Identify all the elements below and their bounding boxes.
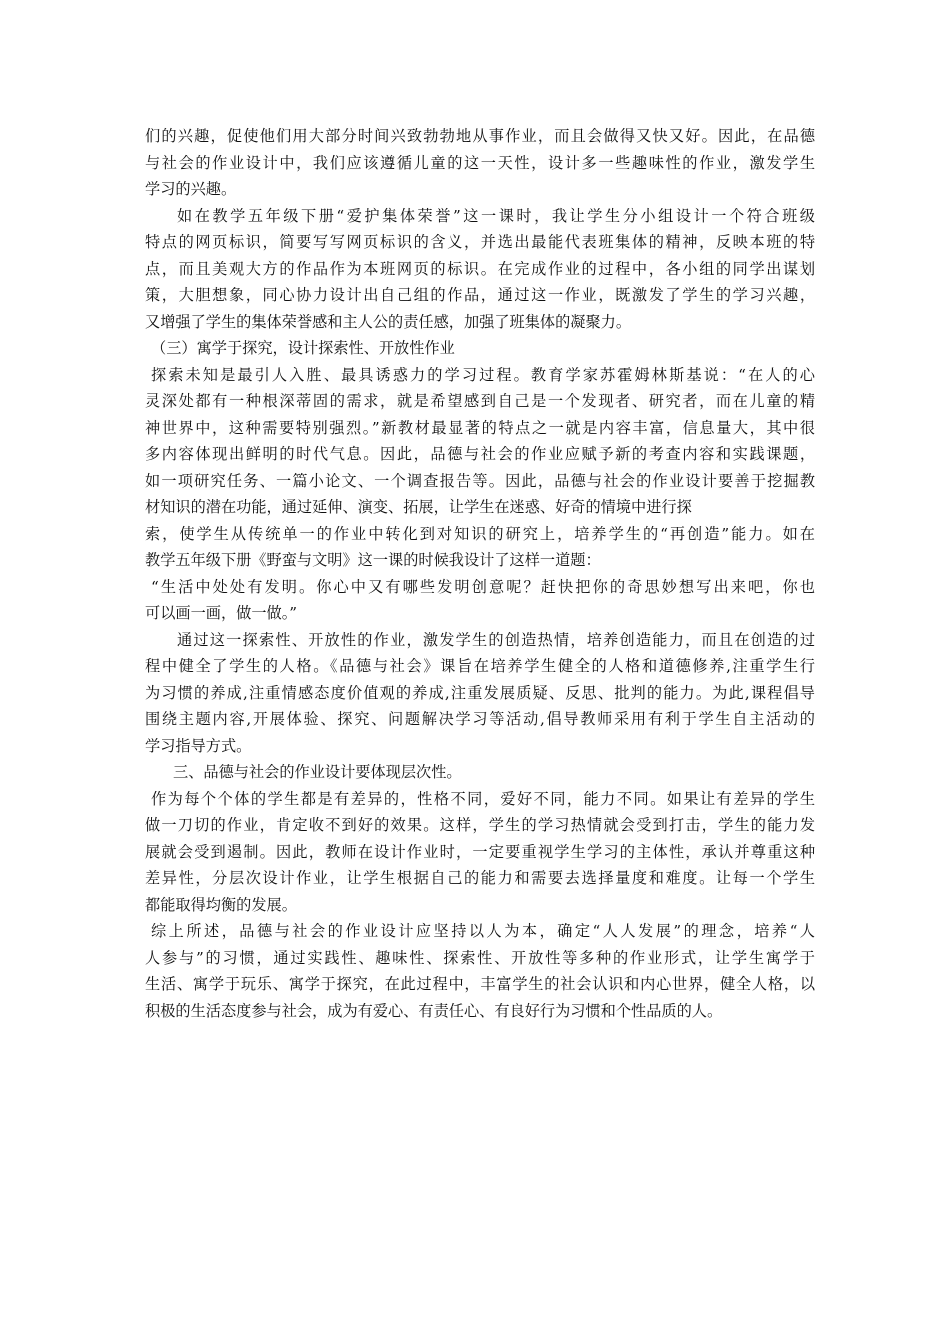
text-line: 展就会受到遏制。因此，教师在设计作业时，一定要重视学生学习的主体性，承认并尊重这种 [145,842,815,861]
text-line: 灵深处都有一种根深蒂固的需求，就是希望感到自己是一个发现者、研究者，而在儿童的精 [145,392,815,410]
text-line: 人参与”的习惯，通过实践性、趣味性、探索性、开放性等多种的作业形式，让学生寓学于 [145,948,815,967]
text-line: 点，而且美观大方的作品作为本班网页的标识。在完成作业的过程中，各小组的同学出谋划 [145,259,815,278]
text-line: 如一项研究任务、一篇小论文、一个调查报告等。因此，品德与社会的作业设计要善于挖掘教 [145,471,815,490]
text-line: 探索未知是最引人入胜、最具诱惑力的学习过程。教育学家苏霍姆林斯基说：“在人的心 [151,365,815,384]
text-line: 程中健全了学生的人格。《品德与社会》课旨在培养学生健全的人格和道德修养,注重学生行 [145,657,815,675]
text-line: 们的兴趣，促使他们用大部分时间兴致勃勃地从事作业，而且会做得又快又好。因此，在品德 [145,127,815,145]
text-line: 为习惯的养成,注重情感态度价值观的养成,注重发展质疑、反思、批判的能力。为此,课程倡导 [145,683,815,702]
text-line: 如在教学五年级下册“爱护集体荣誉”这一课时，我让学生分小组设计一个符合班级 [177,206,815,225]
text-line: 综上所述，品德与社会的作业设计应坚持以人为本，确定“人人发展”的理念，培养“人 [151,922,815,940]
text-line: 积极的生活态度参与社会，成为有爱心、有责任心、有良好行为习惯和个性品质的人。 [145,1001,723,1020]
text-line: 材知识的潜在功能，通过延伸、演变、拓展，让学生在迷惑、好奇的情境中进行探 [145,498,692,516]
text-line: 教学五年级下册《野蛮与文明》这一课的时候我设计了这样一道题： [145,551,601,569]
quote-line: “生活中处处有发明。你心中又有哪些发明创意呢？赶快把你的奇思妙想写出来吧，你也 [151,577,815,596]
text-line: 生活、寓学于玩乐、寓学于探究，在此过程中，丰富学生的社会认识和内心世界，健全人格，以 [145,975,815,993]
text-line: 索，使学生从传统单一的作业中转化到对知识的研究上，培养学生的“再创造”能力。如在 [145,524,815,543]
text-line: 做一刀切的作业，肯定收不到好的效果。这样，学生的学习热情就会受到打击，学生的能力发 [145,816,815,834]
section-heading: （三）寓学于探究，设计探索性、开放性作业 [151,339,455,357]
text-line: 多内容体现出鲜明的时代气息。因此，品德与社会的作业应赋予新的考查内容和实践课题， [145,445,815,463]
document-body [145,123,815,1024]
text-line: 差异性，分层次设计作业，让学生根据自己的能力和需要去选择量度和难度。让每一个学生 [145,869,815,887]
section-heading: 三、品德与社会的作业设计要体现层次性。 [173,763,462,781]
text-line: 又增强了学生的集体荣誉感和主人公的责任感，加强了班集体的凝聚力。 [145,312,631,331]
text-line: 作为每个个体的学生都是有差异的，性格不同，爱好不同，能力不同。如果让有差异的学生 [151,789,815,808]
text-line: 学习指导方式。 [145,736,252,755]
quote-line: 可以画一画，做一做。” [145,604,298,622]
text-line: 都能取得均衡的发展。 [145,895,297,914]
text-line: 与社会的作业设计中，我们应该遵循儿童的这一天性，设计多一些趣味性的作业，激发学生 [145,153,815,172]
text-line: 通过这一探索性、开放性的作业，激发学生的创造热情，培养创造能力，而且在创造的过 [177,630,815,649]
text-line: 策，大胆想象，同心协力设计出自己组的作品，通过这一作业，既激发了学生的学习兴趣， [145,286,815,304]
text-line: 神世界中，这种需要特别强烈。”新教材最显著的特点之一就是内容丰富，信息量大，其中很 [145,418,815,437]
text-line: 特点的网页标识，简要写写网页标识的含义，并选出最能代表班集体的精神，反映本班的特 [145,233,815,251]
text-line: 围绕主题内容,开展体验、探究、问题解决学习等活动,倡导教师采用有利于学生自主活动的 [145,710,815,728]
text-line: 学习的兴趣。 [145,180,237,198]
